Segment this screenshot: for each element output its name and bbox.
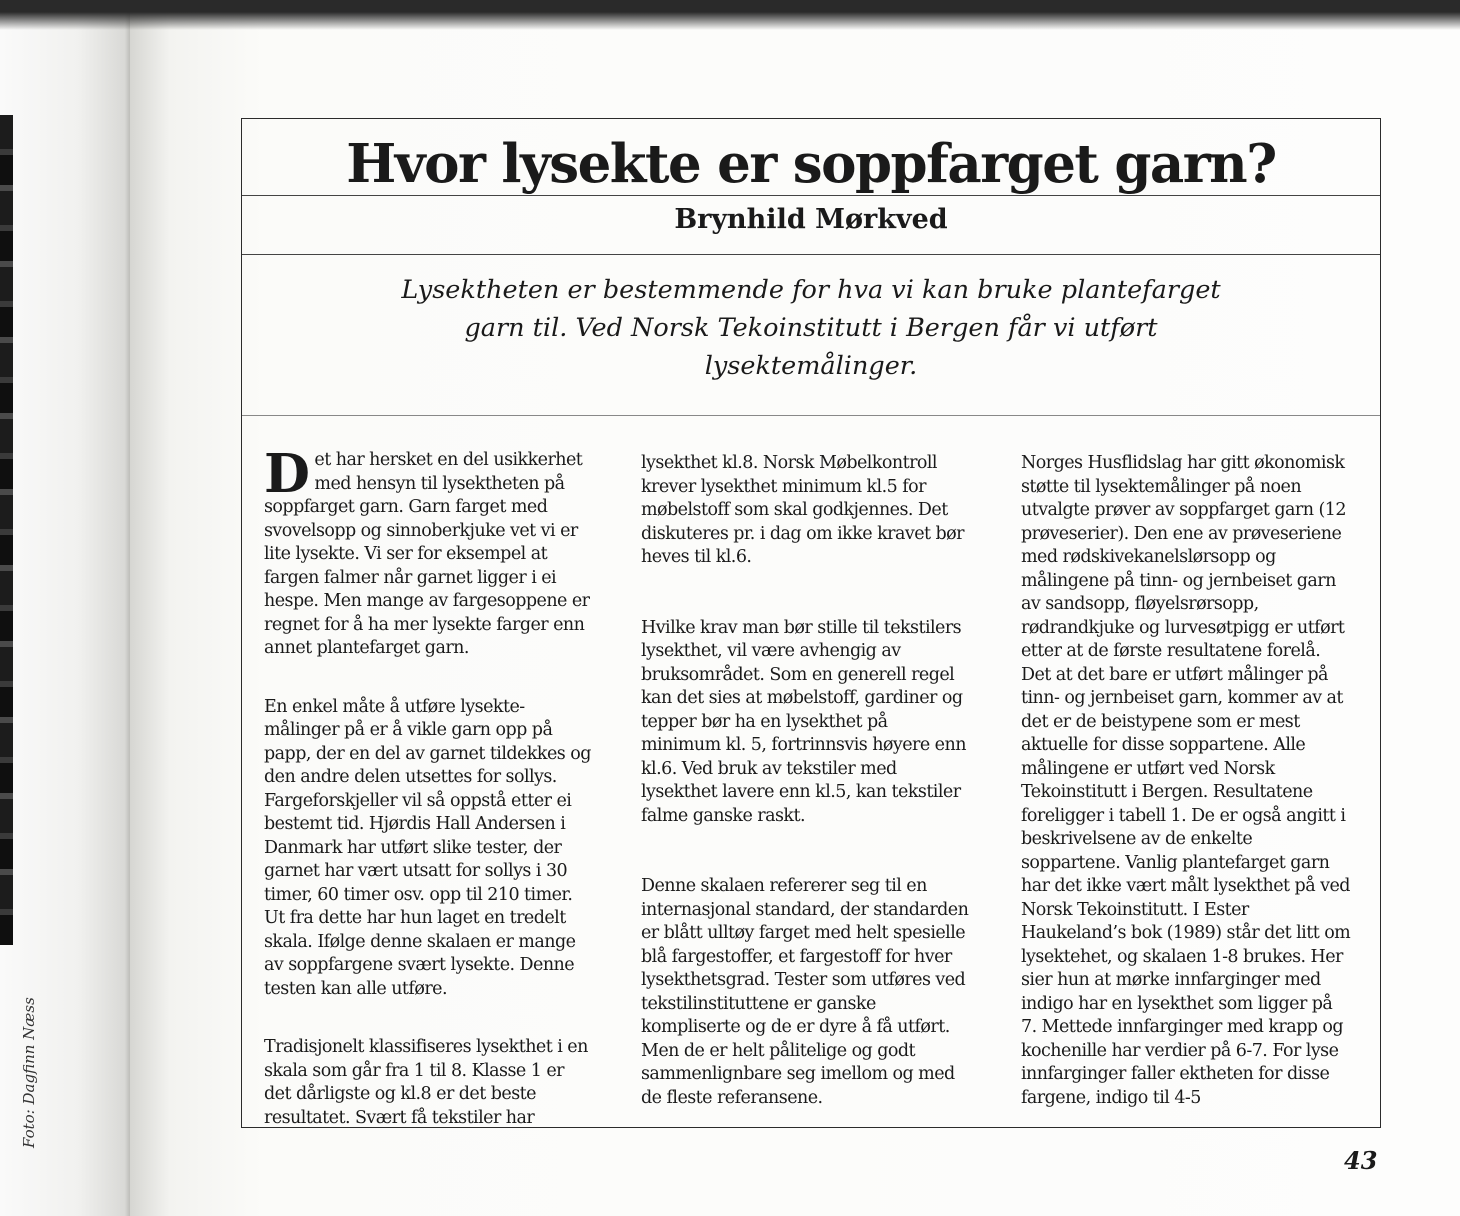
text-column-3 [1021, 452, 1351, 1134]
drop-cap: D [264, 443, 310, 505]
paragraph: Hvilke krav man bør stille til tekstilers lysekthet, vil være avhengig av bruksområdet. Som en generell regel kan det sies at møbelstoff, gardiner og tepper bør ha en lysekthet på minimum kl. 5, fortrinnsvis høyere enn kl.6. Ved bruk av tekstiler med lysekthet lavere enn kl.5, kan tekstiler falme ganske raskt. [641, 617, 966, 826]
left-page [0, 0, 130, 1216]
photo-edge [0, 115, 13, 945]
top-shadow [0, 0, 1460, 30]
text-column-1 [264, 443, 594, 1154]
lead-rule [242, 415, 1380, 416]
author-rule [242, 254, 1380, 255]
lead-paragraph: Lysektheten er bestemmende for hva vi kan bruke plantefarget garn til. Ved Norsk Tekoinstitutt i Bergen får vi utført lysektemålinger. [401, 275, 1221, 381]
paragraph [264, 443, 594, 661]
paragraph: lysekthet kl.8. Norsk Møbelkontroll krever lysekthet minimum kl.5 for møbelstoff som skal godkjennes. Det diskuteres pr. i dag om ikke kravet bør heves til kl.6. [641, 453, 964, 567]
paragraph: Tradisjonelt klassifiseres lysekthet i en skala som går fra 1 til 8. Klasse 1 er det dårligste og kl.8 er det beste resultatet. Svært få tekstiler har [264, 1037, 588, 1128]
title-rule [242, 195, 1380, 196]
paragraph: Norges Husflidslag har gitt økonomisk støtte til lysektemålinger på noen utvalgte prøver av soppfarget garn (12 prøveserier). Den ene av prøveseriene med rødskivekanelslørsopp og målingene på tinn- og jernbeiset garn av sandsopp, fløyelsrørsopp, rødrandkjuke og lurvesøtpigg er utført etter at de første resultatene forelå. Det at det bare er utført målinger på tinn- og jernbeiset garn, kommer av at det er de beistypene som er mest aktuelle for disse soppartene. Alle målingene er utført ved Norsk Tekoinstitutt i Bergen. Resultatene foreligger i tabell 1. De er også angitt i beskrivelsene av de enkelte soppartene. Vanlig plantefarget garn har det ikke vært målt lysekthet på ved Norsk Tekoinstitutt. I Ester Haukeland’s bok (1989) står det litt om lysektehet, og skalaen 1-8 brukes. Her sier hun at mørke innfarginger med indigo har en lysekthet som ligger på 7. Mettede innfarginger med krapp og kochenille har verdier på 6-7. For lyse innfarginger faller ektheten for disse fargene, indigo til 4-5 [1021, 453, 1351, 1108]
page-number: 43 [1344, 1146, 1378, 1175]
author-name: Brynhild Mørkved [674, 204, 948, 235]
article-title: Hvor lysekte er soppfarget garn? [346, 133, 1276, 195]
paragraph-text: et har hersket en del usikkerhet med hensyn til lysektheten på soppfarget garn. Garn farget med svovelsopp og sinnoberkjuke vet vi er lite lysekte. Vi ser for eksempel at fargen falmer når garnet ligger i ei hespe. Men mange av fargesoppene er regnet for å ha mer lysekte farger enn annet plantefarget garn. [264, 450, 590, 658]
paragraph: Denne skalaen refererer seg til en internasjonal standard, der standarden er blått ulltøy farget med helt spesielle blå fargestoffer, et fargestoff for hver lysekthetsgrad. Tester som utføres ved tekstilinstituttene er ganske kompliserte og de er dyre å få utført. Men de er helt pålitelige og godt sammenlignbare seg imellom og med de fleste referansene. [641, 876, 969, 1108]
photo-credit: Foto: Dagfinn Næss [20, 997, 38, 1148]
paragraph: En enkel måte å utføre lysektemålinger på er å vikle garn opp på papp, der en del av garnet tildekkes og den andre delen utsettes for sollys. Fargeforskjeller vil så oppstå etter ei bestemt tid. Hjørdis Hall Andersen i Danmark har utført slike tester, der garnet har vært utsatt for sollys i 30 timer, 60 timer osv. opp til 210 timer. Ut fra dette har hun laget en tredelt skala. Ifølge denne skalaen er mange av soppfargene svært lysekte. Denne testen kan alle utføre. [264, 696, 591, 999]
article-frame [241, 118, 1381, 1128]
text-column-2 [641, 452, 971, 1134]
